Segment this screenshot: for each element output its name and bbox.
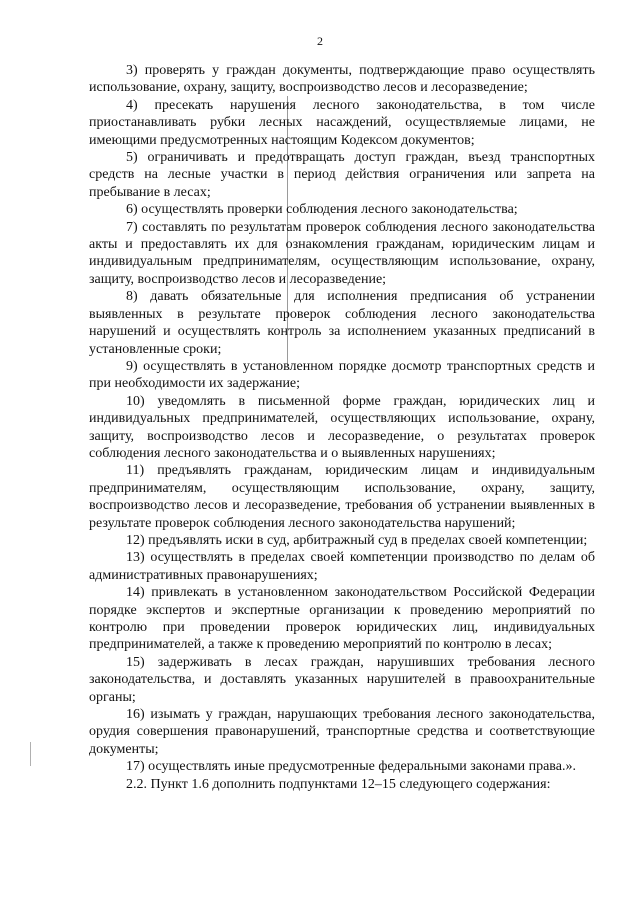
paragraph-item-16: 16) изымать у граждан, нарушающих требования лесного законодательства, орудия совершения правонарушений, транспортные средства и соответствующие документы; [89,707,595,757]
paragraph-item-14: 14) привлекать в установленном законодательством Российской Федерации порядке экспертов и экспертные организации к проведению мероприятий по контролю при проведении проверок юридических лиц, индивидуальных предпринимателей, а также к проведению мероприятий по контролю в лесах; [89,585,595,653]
paragraph-item-9: 9) осуществлять в установленном порядке досмотр транспортных средств и при необходимости их задержание; [89,358,595,392]
margin-mark [30,742,31,766]
document-body [89,62,595,793]
paragraph-item-13: 13) осуществлять в пределах своей компетенции производство по делам об административных правонарушениях; [89,550,595,583]
paragraph-section-2-2: 2.2. Пункт 1.6 дополнить подпунктами 12–15 следующего содержания: [126,776,551,792]
paragraph-item-6: 6) осуществлять проверки соблюдения лесного законодательства; [126,202,518,218]
paragraph-item-12: 12) предъявлять иски в суд, арбитражный суд в пределах своей компетенции; [126,532,588,548]
paragraph-item-11: 11) предъявлять гражданам, юридическим лицам и индивидуальным предпринимателям, осуществляющим использование, охрану, защиту, воспроизводство лесов и лесоразведение, требования об устранении выявленных в результате проверок соблюдения лесного законодательства нарушений; [89,463,595,531]
paragraph-item-4: 4) пресекать нарушения лесного законодательства, в том числе приостанавливать рубки лесных насаждений, осуществляемые лицами, не имеющими предусмотренных настоящим Кодексом документов; [89,97,595,148]
page-number: 2 [317,34,323,48]
paragraph-item-17: 17) осуществлять иные предусмотренные федеральными законами права.». [126,759,576,775]
paragraph-item-10: 10) уведомлять в письменной форме граждан, юридических лиц и индивидуальных предпринимателей, осуществляющих использование, охрану, защиту, воспроизводство лесов и лесоразведение, о результатах проверок соблюдения лесного законодательства и о выявленных нарушениях; [89,393,595,461]
paragraph-item-5: 5) ограничивать и предотвращать доступ граждан, въезд транспортных средств на лесные участки в период действия ограничения или запрета на пребывание в лесах; [89,150,595,200]
paragraph-item-15: 15) задерживать в лесах граждан, нарушивших требования лесного законодательства, и доставлять указанных нарушителей в правоохранительные органы; [89,654,595,705]
paragraph-item-3: 3) проверять у граждан документы, подтверждающие право осуществлять использование, охрану, защиту, воспроизводство лесов и лесоразведение; [89,63,595,96]
paragraph-item-8: 8) давать обязательные для исполнения предписания об устранении выявленных в результате проверок соблюдения лесного законодательства нарушений и осуществлять контроль за исполнением указанных предписаний в установленные сроки; [89,289,595,357]
paragraph-item-7: 7) составлять по результатам проверок соблюдения лесного законодательства акты и предоставлять их для ознакомления гражданам, юридическим лицам и индивидуальным предпринимателям, осуществляющим использование, охрану, защиту, воспроизводство лесов и лесоразведение; [89,219,595,287]
